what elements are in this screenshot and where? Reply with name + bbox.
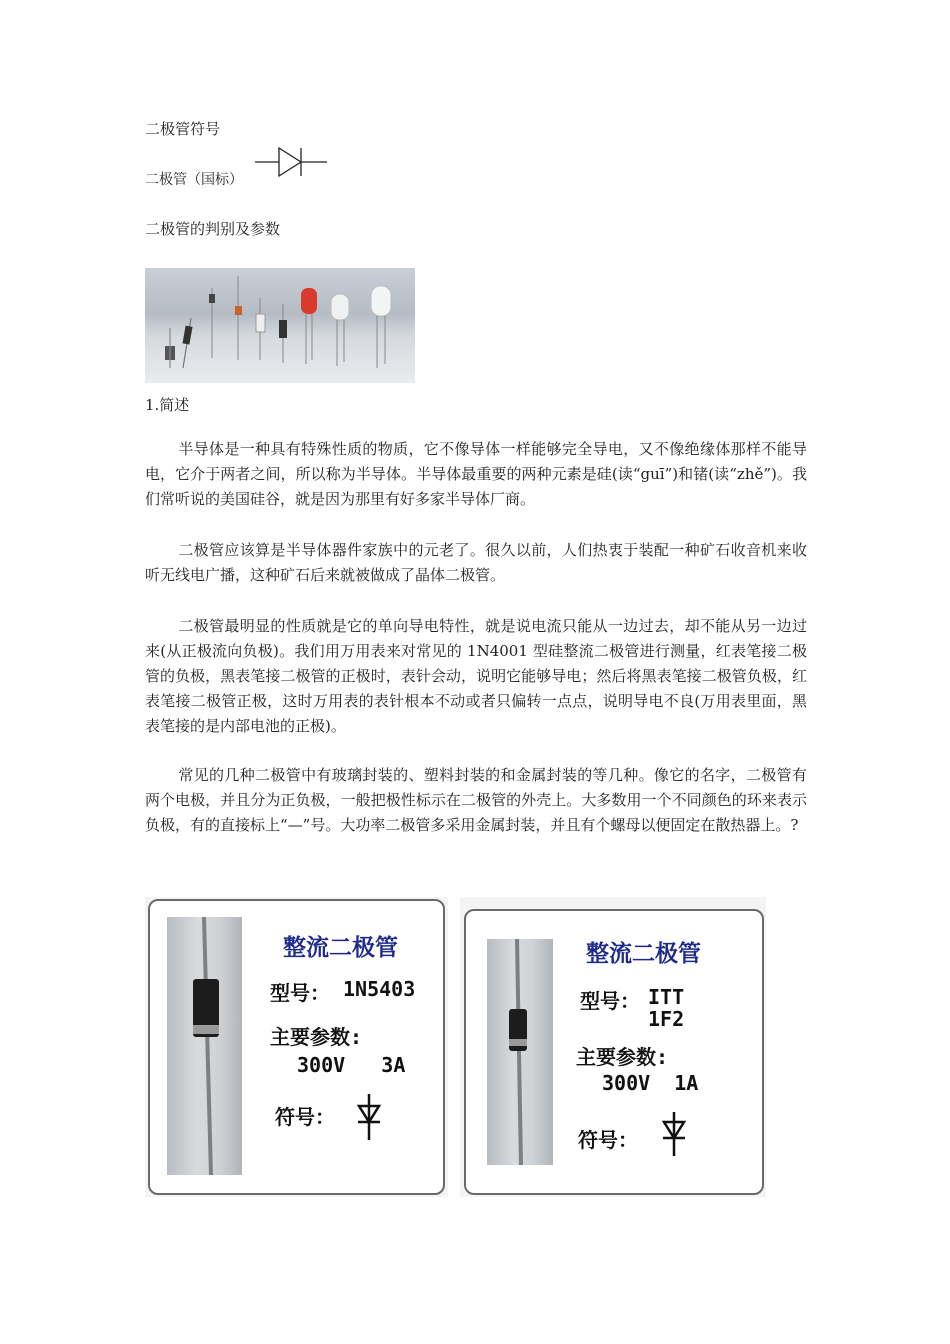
paragraph-1	[145, 437, 807, 512]
symbol-label: 符号：	[578, 1128, 638, 1152]
paragraph-2-text: 二极管应该算是半导体器件家族中的元老了。很久以前，人们热衷于装配一种矿石收音机来收听无线电广播，这种矿石后来就被做成了晶体二极管。	[145, 541, 807, 584]
diode-photo-1	[167, 917, 242, 1175]
model-value-line1: ITT	[648, 985, 685, 1009]
paragraph-2	[145, 538, 807, 588]
diodes-photo	[145, 268, 415, 383]
params-label: 主要参数:	[270, 1025, 363, 1049]
paragraph-3	[145, 614, 807, 739]
heading-diode-symbol: 二极管符号	[145, 120, 221, 138]
paragraph-3-text: 二极管最明显的性质就是它的单向导电特性，就是说电流只能从一边过去，却不能从另一边过来(从正极流向负极)。我们用万用表来对常见的 1N4001 型硅整流二极管进行测量，红表笔接二极管的负极，黑表笔接二极管的正极时，表针会动，说明它能够导电；然后将黑表笔接二极管负极，红表笔接二极管正极，这时万用表的表针根本不动或者只偏转一点点，说明导电不良(万用表里面，黑表笔接的是内部电池的正极)。	[145, 617, 807, 735]
heading-diode-params: 二极管的判别及参数	[145, 220, 281, 238]
symbol-label: 符号：	[275, 1105, 335, 1129]
paragraph-4-text: 常见的几种二极管中有玻璃封装的、塑料封装的和金属封装的等几种。像它的名字，二极管有两个电极，并且分为正负极，一般把极性标示在二极管的外壳上。大多数用一个不同颜色的环来表示负极，有的直接标上“—”号。大功率二极管多采用金属封装，并且有个螺母以便固定在散热器上。?	[145, 766, 807, 834]
params-value: 300V 3A	[297, 1053, 406, 1077]
paragraph-4	[145, 763, 807, 838]
section-title: 1.简述	[145, 396, 190, 414]
params-label: 主要参数:	[576, 1045, 669, 1069]
model-label: 型号：	[580, 989, 640, 1013]
diode-national-standard-label: 二极管（国标）	[145, 172, 243, 188]
model-value-line2: 1F2	[648, 1007, 685, 1031]
diode-symbol-icon	[253, 144, 329, 180]
paragraph-1-text: 半导体是一种具有特殊性质的物质，它不像导体一样能够完全导电，又不像绝缘体那样不能导电，它介于两者之间，所以称为半导体。半导体最重要的两种元素是硅(读“guī”)和锗(读“zhě”)。我们常听说的美国硅谷，就是因为那里有好多家半导体厂商。	[145, 440, 807, 508]
rectifier-diode-card-2	[460, 897, 766, 1197]
card-title: 整流二极管	[586, 940, 701, 967]
diode-symbol-icon	[660, 1110, 688, 1158]
model-value: 1N5403	[343, 977, 416, 1001]
diode-photo-2	[487, 939, 553, 1165]
params-value: 300V 1A	[602, 1071, 699, 1095]
model-label: 型号：	[270, 981, 330, 1005]
card-title: 整流二极管	[283, 934, 398, 961]
diode-symbol-icon	[355, 1092, 383, 1142]
rectifier-diode-card-1	[145, 897, 448, 1197]
